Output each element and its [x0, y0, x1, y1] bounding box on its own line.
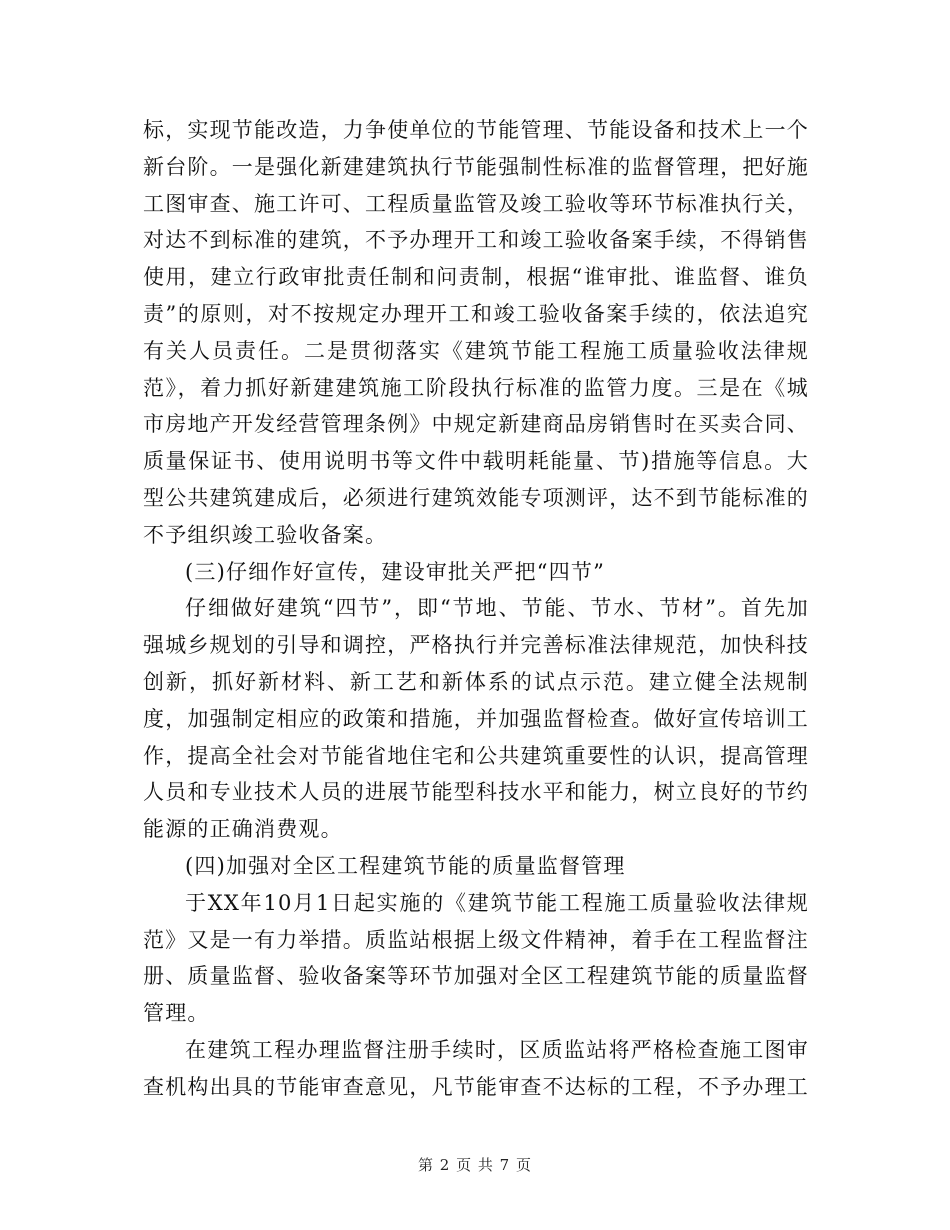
paragraph-3: 于XX年10月1日起实施的《建筑节能工程施工质量验收法律规范》又是一有力举措。质监站根据上级文件精神，着手在工程监督注册、质量监督、验收备案等环节加强对全区工程建筑节能的质量监督管理。	[143, 890, 809, 1026]
section-heading-4: (四)加强对全区工程建筑节能的质量监督管理	[185, 853, 626, 878]
page-number-footer: 第 2 页 共 7 页	[418, 1156, 532, 1174]
section-heading-3: (三)仔细作好宣传，建设审批关严把“四节”	[185, 559, 606, 584]
paragraph-4: 在建筑工程办理监督注册手续时，区质监站将严格检查施工图审查机构出具的节能审查意见，凡节能审查不达标的工程，不予办理工	[143, 1037, 809, 1099]
paragraph-1: 标，实现节能改造，力争使单位的节能管理、节能设备和技术上一个新台阶。一是强化新建建筑执行节能强制性标准的监督管理，把好施工图审查、施工许可、工程质量监管及竣工验收等环节标准执行关，对达不到标准的建筑，不予办理开工和竣工验收备案手续，不得销售使用，建立行政审批责任制和问责制，根据“谁审批、谁监督、谁负责”的原则，对不按规定办理开工和竣工验收备案手续的，依法追究有关人员责任。二是贯彻落实《建筑节能工程施工质量验收法律规范》，着力抓好新建建筑施工阶段执行标准的监管力度。三是在《城市房地产开发经营管理条例》中规定新建商品房销售时在买卖合同、质量保证书、使用说明书等文件中载明耗能量、节)措施等信息。大型公共建筑建成后，必须进行建筑效能专项测评，达不到节能标准的不予组织竣工验收备案。	[143, 118, 809, 547]
paragraph-2: 仔细做好建筑“四节”，即“节地、节能、节水、节材”。首先加强城乡规划的引导和调控，严格执行并完善标准法律规范，加快科技创新，抓好新材料、新工艺和新体系的试点示范。建立健全法规制度，加强制定相应的政策和措施，并加强监督检查。做好宣传培训工作，提高全社会对节能省地住宅和公共建筑重要性的认识，提高管理人员和专业技术人员的进展节能型科技水平和能力，树立良好的节约能源的正确消费观。	[143, 596, 809, 842]
document-body	[143, 112, 809, 1106]
